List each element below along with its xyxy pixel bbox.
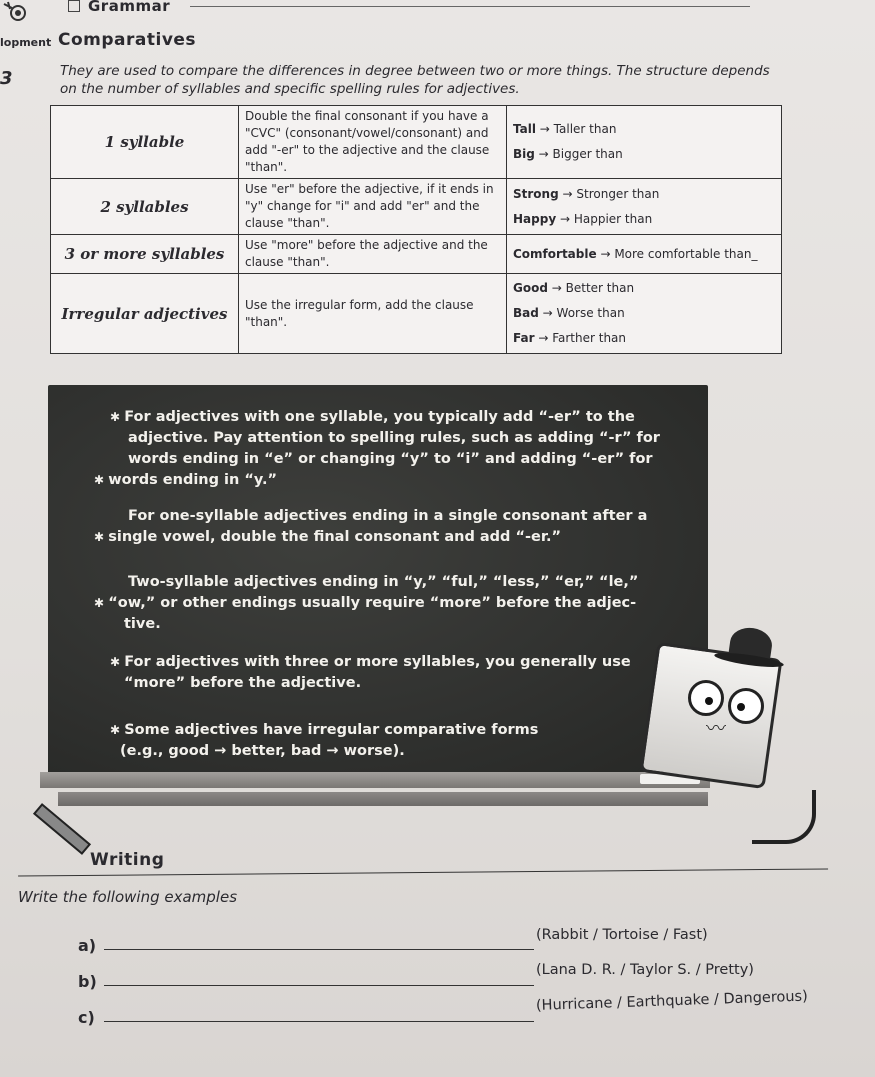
example-item: Tall → Taller than: [513, 122, 617, 136]
page-header-title: Grammar: [88, 0, 171, 15]
rule-cell: Double the final consonant if you have a "CVC" (consonant/vowel/consonant) and add "-er" to the adjective and the clause "than".: [239, 106, 507, 179]
example-item: Big → Bigger than: [513, 147, 623, 161]
bullet-icon: ✱: [110, 723, 125, 737]
exercise-number: 3: [0, 68, 13, 89]
bullet-icon: ✱: [94, 473, 109, 487]
category-cell: Irregular adjectives: [51, 274, 239, 354]
item-hint: (Rabbit / Tortoise / Fast): [536, 927, 708, 943]
checkbox-icon: [68, 0, 80, 12]
board-paragraph-3: Two-syllable adjectives ending in “y,” “ful,” “less,” “er,” “le,” ✱ “ow,” or other endings usually require “more” before the adjec- tive.: [94, 574, 639, 632]
example-item: Strong → Stronger than: [513, 186, 660, 201]
rule-cell: Use "more" before the adjective and the clause "than".: [239, 235, 507, 274]
chalkboard-ledge-lower: [58, 792, 708, 806]
bullet-icon: ✱: [110, 655, 125, 669]
eye-icon: [728, 688, 764, 724]
category-cell: 2 syllables: [51, 179, 239, 235]
example-item: Good → Better than: [513, 281, 635, 295]
item-label: b): [78, 972, 97, 991]
writing-section-title: Writing: [90, 850, 165, 870]
board-paragraph-2: For one-syllable adjectives ending in a single consonant after a ✱ single vowel, double the final consonant and add “-er.”: [94, 508, 648, 545]
board-paragraph-1: ✱ For adjectives with one syllable, you typically add “-er” to the adjective. Pay attention to spelling rules, such as adding “-r” for words ending in “e” or changing “y” to “i” and adding “-er” for ✱ words ending in “y.”: [94, 409, 660, 488]
chalkboard-ledge: [40, 772, 710, 788]
rule-cell: Use "er" before the adjective, if it ends in "y" change for "i" and add "er" and the clause "than".: [239, 179, 507, 235]
rule-cell: Use the irregular form, add the clause "than".: [239, 274, 507, 354]
comparatives-table: [50, 105, 782, 354]
mustache-icon: 〰: [706, 716, 726, 740]
bullet-icon: ✱: [94, 530, 109, 544]
mascot-arm-icon: [752, 790, 816, 844]
item-label: a): [78, 936, 97, 955]
example-item: Happy → Happier than: [513, 211, 653, 226]
eye-icon: [688, 680, 724, 716]
category-cell: 1 syllable: [51, 106, 239, 179]
example-item: Far → Farther than: [513, 331, 627, 345]
header-rule: [190, 6, 750, 7]
bullet-icon: ✱: [110, 410, 125, 424]
writing-instruction: Write the following examples: [18, 888, 238, 906]
answer-blank[interactable]: [104, 1021, 534, 1022]
pencil-icon: [33, 803, 91, 855]
item-hint: (Hurricane / Earthquake / Dangerous): [535, 988, 808, 1014]
intro-paragraph: They are used to compare the differences in degree between two or more things. The structure depends on the number of syllables and specific spelling rules for adjectives.: [60, 63, 770, 97]
examples-cell: [507, 274, 782, 354]
bullet-icon: ✱: [94, 596, 109, 610]
answer-blank[interactable]: [104, 985, 534, 986]
category-cell: 3 or more syllables: [51, 235, 239, 274]
board-paragraph-4: ✱ For adjectives with three or more syllables, you generally use “more” before the adjective.: [110, 654, 631, 691]
answer-blank[interactable]: [104, 949, 534, 950]
table-row: [51, 274, 782, 354]
table-row: [51, 235, 782, 274]
example-item: Bad → Worse than: [513, 306, 625, 320]
examples-cell: [507, 235, 782, 274]
section-prefix: lopment: [0, 36, 52, 49]
section-title: Comparatives: [58, 30, 197, 50]
table-row: [51, 106, 782, 179]
example-item: Comfortable → More comfortable than_: [513, 246, 758, 261]
board-paragraph-5: ✱ Some adjectives have irregular comparative forms (e.g., good → better, bad → worse).: [110, 722, 539, 759]
gear-logo-icon: [0, 0, 38, 22]
examples-cell: [507, 106, 782, 179]
item-label: c): [78, 1008, 95, 1027]
examples-cell: [507, 179, 782, 235]
item-hint: (Lana D. R. / Taylor S. / Pretty): [536, 962, 754, 978]
table-row: [51, 179, 782, 235]
